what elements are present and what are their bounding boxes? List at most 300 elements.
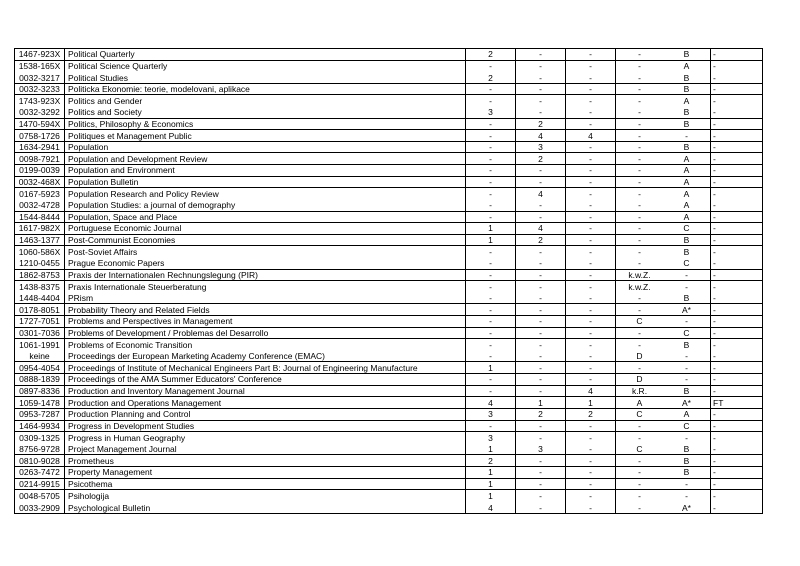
table-row	[15, 444, 762, 456]
value-1-cell: 3	[466, 409, 516, 420]
value-3-cell: -	[566, 316, 616, 327]
category-cell: -	[638, 455, 641, 466]
rating-cell: B	[663, 293, 711, 304]
journal-name-cell: Progress in Human Geography	[65, 432, 466, 444]
category-cell: -	[638, 293, 641, 304]
category-cell: -	[638, 235, 641, 246]
journal-name-cell: Politics and Society	[65, 107, 466, 118]
journal-name-cell: Population and Development Review	[65, 153, 466, 164]
table-row	[15, 490, 762, 502]
rating-cell: -	[663, 479, 711, 490]
value-2-cell: -	[516, 200, 566, 211]
value-2-cell: 4	[516, 188, 566, 200]
value-3-cell: -	[566, 177, 616, 188]
ft-flag-cell: -	[713, 362, 716, 373]
category-cell: -	[638, 467, 641, 478]
value-1-cell: 1	[466, 467, 516, 478]
issn-cell: keine	[15, 351, 65, 362]
value-2-cell: 3	[516, 142, 566, 153]
category-cell: -	[638, 61, 641, 72]
value-3-cell: -	[566, 84, 616, 95]
category-cell: -	[638, 153, 641, 164]
value-3-cell: -	[566, 362, 616, 373]
value-2-cell: -	[516, 165, 566, 176]
rating-cell: C	[663, 421, 711, 432]
issn-cell: 1862-8753	[15, 270, 65, 281]
value-1-cell: -	[466, 351, 516, 362]
category-cell: -	[638, 340, 641, 351]
rating-cell: A*	[663, 397, 711, 408]
value-1-cell: 4	[466, 502, 516, 514]
journal-name-cell: Problems of Economic Transition	[65, 339, 466, 351]
ft-flag-cell: -	[713, 235, 716, 246]
category-cell: -	[638, 177, 641, 187]
table-row	[15, 386, 762, 398]
journal-name-cell: Problems and Perspectives in Management	[65, 316, 466, 327]
value-2-cell: -	[516, 432, 566, 444]
ft-flag-cell: -	[713, 118, 716, 129]
ft-flag-cell: -	[713, 444, 716, 455]
value-2-cell: -	[516, 212, 566, 223]
value-2-cell: 2	[516, 153, 566, 164]
rating-cell: A*	[663, 502, 711, 514]
value-3-cell: -	[566, 490, 616, 502]
issn-cell: 0897-8336	[15, 386, 65, 397]
rating-cell: A	[663, 200, 711, 211]
value-2-cell: -	[516, 177, 566, 188]
value-1-cell: 1	[466, 479, 516, 490]
ft-flag-cell: -	[713, 340, 716, 351]
value-3-cell: -	[566, 212, 616, 223]
journal-name-cell: Population and Environment	[65, 165, 466, 176]
value-3-cell: -	[566, 72, 616, 83]
value-1-cell: 1	[466, 444, 516, 455]
issn-cell: 0178-8051	[15, 304, 65, 315]
value-3-cell: -	[566, 235, 616, 246]
value-2-cell: -	[516, 374, 566, 385]
value-2-cell: -	[516, 467, 566, 478]
ft-flag-cell: -	[713, 351, 716, 362]
journal-name-cell: Politicka Ekonomie: teorie, modelovani, aplikace	[65, 84, 466, 95]
category-cell: -	[638, 84, 641, 95]
table-row	[15, 61, 762, 73]
value-1-cell: -	[466, 246, 516, 258]
value-1-cell: 4	[466, 397, 516, 408]
journal-name-cell: Project Management Journal	[65, 444, 466, 455]
value-2-cell: 3	[516, 444, 566, 455]
ft-flag-cell: -	[713, 211, 716, 222]
value-3-cell: -	[566, 304, 616, 315]
ft-flag-cell: -	[713, 385, 716, 396]
rating-cell: A	[663, 212, 711, 223]
value-3-cell: -	[566, 142, 616, 153]
rating-cell: B	[663, 339, 711, 351]
category-cell: -	[638, 165, 641, 176]
rating-cell: A	[663, 177, 711, 188]
journal-name-cell: Prague Economic Papers	[65, 258, 466, 269]
table-row	[15, 502, 762, 514]
value-1-cell: -	[466, 130, 516, 141]
value-3-cell: -	[566, 467, 616, 478]
rating-cell: -	[663, 130, 711, 141]
journal-name-cell: Praxis der Internationalen Rechnungslegung (PIR)	[65, 270, 466, 281]
table-row	[15, 153, 762, 165]
value-1-cell: 1	[466, 235, 516, 246]
ft-flag-cell: -	[713, 72, 716, 83]
ft-flag-cell: -	[713, 327, 716, 338]
issn-cell: 1544-8444	[15, 212, 65, 223]
category-cell: -	[638, 420, 641, 431]
ft-flag-cell: -	[713, 420, 716, 431]
rating-cell: A*	[663, 304, 711, 315]
issn-cell: 1470-594X	[15, 119, 65, 130]
table-row	[15, 49, 762, 61]
category-cell: -	[638, 247, 641, 258]
journal-name-cell: Post-Soviet Affairs	[65, 246, 466, 258]
value-1-cell: -	[466, 95, 516, 107]
table-row	[15, 374, 762, 386]
rating-cell: C	[663, 223, 711, 234]
category-cell: -	[638, 490, 641, 501]
category-cell: -	[638, 223, 641, 234]
journal-name-cell: Population Bulletin	[65, 177, 466, 188]
category-cell: -	[638, 258, 641, 269]
ft-flag-cell: -	[713, 223, 716, 234]
rating-cell: B	[663, 119, 711, 130]
ft-flag-cell: -	[713, 502, 716, 513]
value-1-cell: -	[466, 165, 516, 176]
value-1-cell: -	[466, 142, 516, 153]
value-2-cell: -	[516, 84, 566, 95]
table-row	[15, 246, 762, 258]
category-cell: C	[636, 316, 643, 327]
journal-name-cell: Politiques et Management Public	[65, 130, 466, 141]
issn-cell: 0032-3292	[15, 107, 65, 118]
issn-cell: 1617-982X	[15, 223, 65, 234]
rating-cell: -	[663, 316, 711, 327]
category-cell: -	[638, 189, 641, 200]
category-cell: A	[636, 397, 643, 408]
value-2-cell: -	[516, 49, 566, 60]
category-cell: k.w.Z.	[628, 269, 651, 280]
table-row	[15, 72, 762, 84]
rating-cell: -	[663, 490, 711, 502]
category-cell: -	[638, 304, 641, 315]
category-cell: D	[636, 351, 643, 362]
journal-name-cell: Psihologija	[65, 490, 466, 502]
value-3-cell: 2	[566, 409, 616, 420]
table-row	[15, 362, 762, 374]
journal-name-cell: Population	[65, 142, 466, 153]
issn-cell: 0301-7036	[15, 328, 65, 339]
issn-cell: 0214-9915	[15, 479, 65, 490]
table-row	[15, 421, 762, 433]
journal-name-cell: Portuguese Economic Journal	[65, 223, 466, 234]
ft-flag-cell: -	[713, 374, 716, 385]
value-2-cell: -	[516, 61, 566, 73]
value-2-cell: -	[516, 328, 566, 339]
table-row	[15, 107, 762, 119]
rating-cell: C	[663, 258, 711, 269]
value-3-cell: 4	[566, 386, 616, 397]
issn-cell: 0032-4728	[15, 200, 65, 211]
table-row	[15, 95, 762, 107]
category-cell: -	[638, 432, 641, 443]
value-3-cell: -	[566, 153, 616, 164]
ft-flag-cell: -	[713, 247, 716, 258]
value-1-cell: -	[466, 177, 516, 188]
value-2-cell: 4	[516, 130, 566, 141]
table-row	[15, 455, 762, 467]
category-cell: C	[636, 444, 643, 455]
value-2-cell: -	[516, 479, 566, 490]
rating-cell: A	[663, 165, 711, 176]
journal-name-cell: Population Research and Policy Review	[65, 188, 466, 200]
value-1-cell: -	[466, 61, 516, 73]
value-1-cell: -	[466, 258, 516, 269]
issn-cell: 0810-9028	[15, 455, 65, 466]
journal-name-cell: Problems of Development / Problemas del Desarrollo	[65, 328, 466, 339]
value-2-cell: -	[516, 270, 566, 281]
rating-cell: -	[663, 351, 711, 362]
journal-name-cell: Politics and Gender	[65, 95, 466, 107]
value-2-cell: -	[516, 339, 566, 351]
rating-cell: B	[663, 386, 711, 397]
value-3-cell: -	[566, 479, 616, 490]
value-3-cell: -	[566, 200, 616, 211]
value-1-cell: 1	[466, 223, 516, 234]
value-2-cell: -	[516, 502, 566, 514]
rating-cell: B	[663, 142, 711, 153]
journal-name-cell: Praxis Internationale Steuerberatung	[65, 281, 466, 293]
ft-flag-cell: -	[713, 269, 716, 280]
issn-cell: 0032-3233	[15, 84, 65, 95]
value-2-cell: 2	[516, 119, 566, 130]
value-2-cell: -	[516, 293, 566, 304]
value-2-cell: -	[516, 95, 566, 107]
rating-cell: A	[663, 61, 711, 73]
value-3-cell: -	[566, 502, 616, 514]
issn-cell: 1743-923X	[15, 95, 65, 107]
value-1-cell: 2	[466, 49, 516, 60]
rating-cell: B	[663, 467, 711, 478]
issn-cell: 0032-468X	[15, 177, 65, 188]
value-2-cell: 1	[516, 397, 566, 408]
value-2-cell: 2	[516, 409, 566, 420]
journal-name-cell: Psychological Bulletin	[65, 502, 466, 514]
value-2-cell: -	[516, 386, 566, 397]
issn-cell: 1060-586X	[15, 246, 65, 258]
journal-name-cell: Prometheus	[65, 455, 466, 466]
issn-cell: 1467-923X	[15, 49, 65, 60]
journal-name-cell: Production Planning and Control	[65, 409, 466, 420]
issn-cell: 0953-7287	[15, 409, 65, 420]
table-row	[15, 212, 762, 224]
rating-cell: B	[663, 455, 711, 466]
table-row	[15, 304, 762, 316]
table-row	[15, 188, 762, 200]
journal-name-cell: Politics, Philosophy & Economics	[65, 119, 466, 130]
journal-name-cell: Political Science Quarterly	[65, 61, 466, 73]
journal-name-cell: Production and Inventory Management Journal	[65, 386, 466, 397]
value-2-cell: -	[516, 490, 566, 502]
category-cell: k.w.Z.	[628, 281, 651, 292]
value-3-cell: -	[566, 49, 616, 60]
value-1-cell: -	[466, 374, 516, 385]
ft-flag-cell: -	[713, 490, 716, 501]
issn-cell: 1210-0455	[15, 258, 65, 269]
category-cell: -	[638, 211, 641, 222]
table-row	[15, 177, 762, 189]
rating-cell: A	[663, 409, 711, 420]
value-3-cell: -	[566, 432, 616, 444]
journal-name-cell: Population Studies: a journal of demography	[65, 200, 466, 211]
ft-flag-cell: -	[713, 49, 716, 60]
rating-cell: A	[663, 153, 711, 164]
issn-cell: 0199-0039	[15, 165, 65, 176]
rating-cell: B	[663, 107, 711, 118]
table-row	[15, 432, 762, 444]
journal-name-cell: Property Management	[65, 467, 466, 478]
ft-flag-cell: -	[713, 467, 716, 478]
journal-name-cell: Probability Theory and Related Fields	[65, 304, 466, 315]
value-3-cell: -	[566, 374, 616, 385]
value-2-cell: -	[516, 351, 566, 362]
rating-cell: B	[663, 49, 711, 60]
table-row	[15, 328, 762, 340]
journal-name-cell: Proceedings of the AMA Summer Educators' Conference	[65, 374, 466, 385]
value-3-cell: -	[566, 95, 616, 107]
issn-cell: 1448-4404	[15, 293, 65, 304]
table-row	[15, 165, 762, 177]
table-row	[15, 316, 762, 328]
table-row	[15, 479, 762, 491]
category-cell: -	[638, 362, 641, 373]
journal-name-cell: PRism	[65, 293, 466, 304]
issn-cell: 1463-1377	[15, 235, 65, 246]
category-cell: -	[638, 327, 641, 338]
value-2-cell: -	[516, 281, 566, 293]
value-3-cell: -	[566, 165, 616, 176]
category-cell: -	[638, 478, 641, 489]
issn-cell: 1059-1478	[15, 397, 65, 408]
ft-flag-cell: -	[713, 165, 716, 176]
table-row	[15, 409, 762, 421]
issn-cell: 0167-5923	[15, 188, 65, 200]
category-cell: -	[638, 200, 641, 211]
value-3-cell: -	[566, 351, 616, 362]
table-row	[15, 351, 762, 363]
ft-flag-cell: -	[713, 177, 716, 187]
value-3-cell: -	[566, 107, 616, 118]
value-1-cell: -	[466, 200, 516, 211]
value-2-cell: -	[516, 246, 566, 258]
value-3-cell: -	[566, 455, 616, 466]
value-3-cell: -	[566, 119, 616, 130]
category-cell: D	[636, 374, 643, 385]
table-row	[15, 339, 762, 351]
journal-name-cell: Proceedings der European Marketing Academy Conference (EMAC)	[65, 351, 466, 362]
value-3-cell: 4	[566, 130, 616, 141]
rating-cell: -	[663, 374, 711, 385]
rating-cell: A	[663, 188, 711, 200]
value-2-cell: -	[516, 421, 566, 432]
ft-flag-cell: -	[713, 258, 716, 269]
category-cell: -	[638, 72, 641, 83]
issn-cell: 0033-2909	[15, 502, 65, 514]
rating-cell: B	[663, 246, 711, 258]
ft-flag-cell: -	[713, 96, 716, 107]
value-1-cell: -	[466, 328, 516, 339]
issn-cell: 1727-7051	[15, 316, 65, 327]
value-2-cell: -	[516, 455, 566, 466]
ft-flag-cell: -	[713, 304, 716, 315]
journal-ranking-table	[14, 48, 763, 514]
value-1-cell: 1	[466, 362, 516, 373]
value-3-cell: -	[566, 328, 616, 339]
value-1-cell: -	[466, 270, 516, 281]
category-cell: -	[638, 142, 641, 153]
value-1-cell: 3	[466, 432, 516, 444]
table-row	[15, 223, 762, 235]
journal-name-cell: Psicothema	[65, 479, 466, 490]
issn-cell: 0758-1726	[15, 130, 65, 141]
ft-flag-cell: -	[713, 61, 716, 72]
rating-cell: B	[663, 444, 711, 455]
value-2-cell: -	[516, 72, 566, 83]
value-1-cell: -	[466, 339, 516, 351]
ft-flag-cell: -	[713, 455, 716, 466]
value-1-cell: 2	[466, 72, 516, 83]
table-row	[15, 200, 762, 212]
category-cell: -	[638, 130, 641, 141]
journal-name-cell: Production and Operations Management	[65, 397, 466, 408]
value-3-cell: -	[566, 421, 616, 432]
issn-cell: 8756-9728	[15, 444, 65, 455]
category-cell: C	[636, 409, 643, 420]
value-1-cell: -	[466, 293, 516, 304]
value-1-cell: -	[466, 316, 516, 327]
category-cell: -	[638, 502, 641, 513]
issn-cell: 1438-8375	[15, 281, 65, 293]
value-2-cell: -	[516, 304, 566, 315]
ft-flag-cell: -	[713, 281, 716, 292]
value-3-cell: -	[566, 281, 616, 293]
table-row	[15, 270, 762, 282]
issn-cell: 0309-1325	[15, 432, 65, 444]
issn-cell: 0048-5705	[15, 490, 65, 502]
ft-flag-cell: -	[713, 200, 716, 211]
value-3-cell: -	[566, 246, 616, 258]
ft-flag-cell: -	[713, 130, 716, 141]
rating-cell: C	[663, 328, 711, 339]
value-3-cell: -	[566, 258, 616, 269]
value-1-cell: -	[466, 212, 516, 223]
table-row	[15, 119, 762, 131]
value-2-cell: -	[516, 362, 566, 373]
category-cell: -	[638, 118, 641, 129]
rating-cell: -	[663, 362, 711, 373]
issn-cell: 0098-7921	[15, 153, 65, 164]
value-3-cell: -	[566, 293, 616, 304]
issn-cell: 0263-7472	[15, 467, 65, 478]
rating-cell: B	[663, 235, 711, 246]
value-1-cell: 3	[466, 107, 516, 118]
value-1-cell: -	[466, 304, 516, 315]
value-3-cell: 1	[566, 397, 616, 408]
category-cell: -	[638, 49, 641, 60]
value-1-cell: -	[466, 188, 516, 200]
